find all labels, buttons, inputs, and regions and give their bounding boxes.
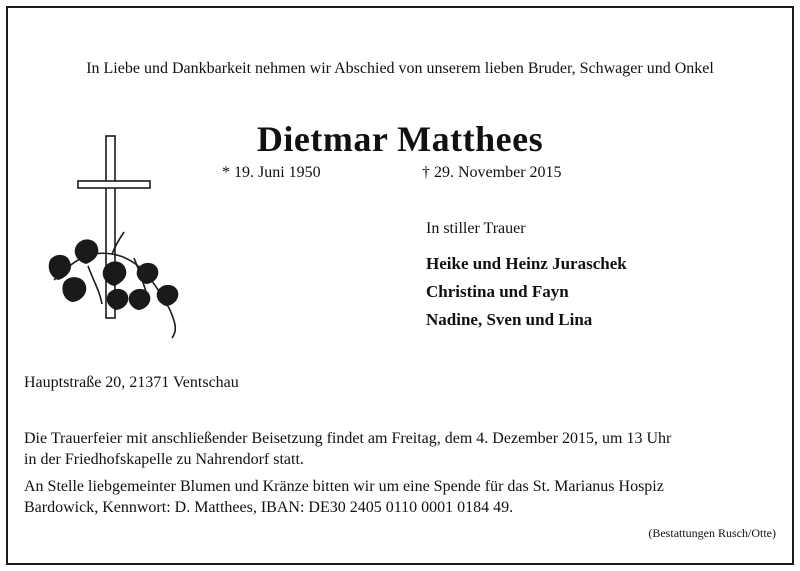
mourning-label: In stiller Trauer (426, 220, 526, 237)
birth-date: * 19. Juni 1950 (222, 164, 321, 181)
address: Hauptstraße 20, 21371 Ventschau (24, 374, 239, 391)
mourner-item: Heike und Heinz Juraschek (426, 254, 627, 273)
donation-info (24, 476, 784, 518)
intro-text: In Liebe und Dankbarkeit nehmen wir Abschied von unserem lieben Bruder, Schwager und Onkel (86, 60, 714, 77)
cross-with-ivy-icon (42, 132, 192, 342)
service-info (24, 428, 784, 470)
donation-line: Bardowick, Kennwort: D. Matthees, IBAN: DE30 2405 0110 0001 0184 49. (24, 499, 514, 516)
donation-line: An Stelle liebgemeinter Blumen und Kränze bitten wir um eine Spende für das St. Marianus Hospiz (24, 478, 664, 495)
death-date: † 29. November 2015 (422, 164, 562, 181)
service-line: in der Friedhofskapelle zu Nahrendorf statt. (24, 451, 304, 468)
undertaker-credit: (Bestattungen Rusch/Otte) (648, 526, 776, 540)
deceased-name: Dietmar Matthees (256, 119, 544, 159)
mourners-list (426, 250, 627, 334)
mourner-item: Nadine, Sven und Lina (426, 310, 593, 329)
mourner-item: Christina und Fayn (426, 282, 569, 301)
service-line: Die Trauerfeier mit anschließender Beisetzung findet am Freitag, dem 4. Dezember 2015, um 13 Uhr (24, 430, 672, 447)
